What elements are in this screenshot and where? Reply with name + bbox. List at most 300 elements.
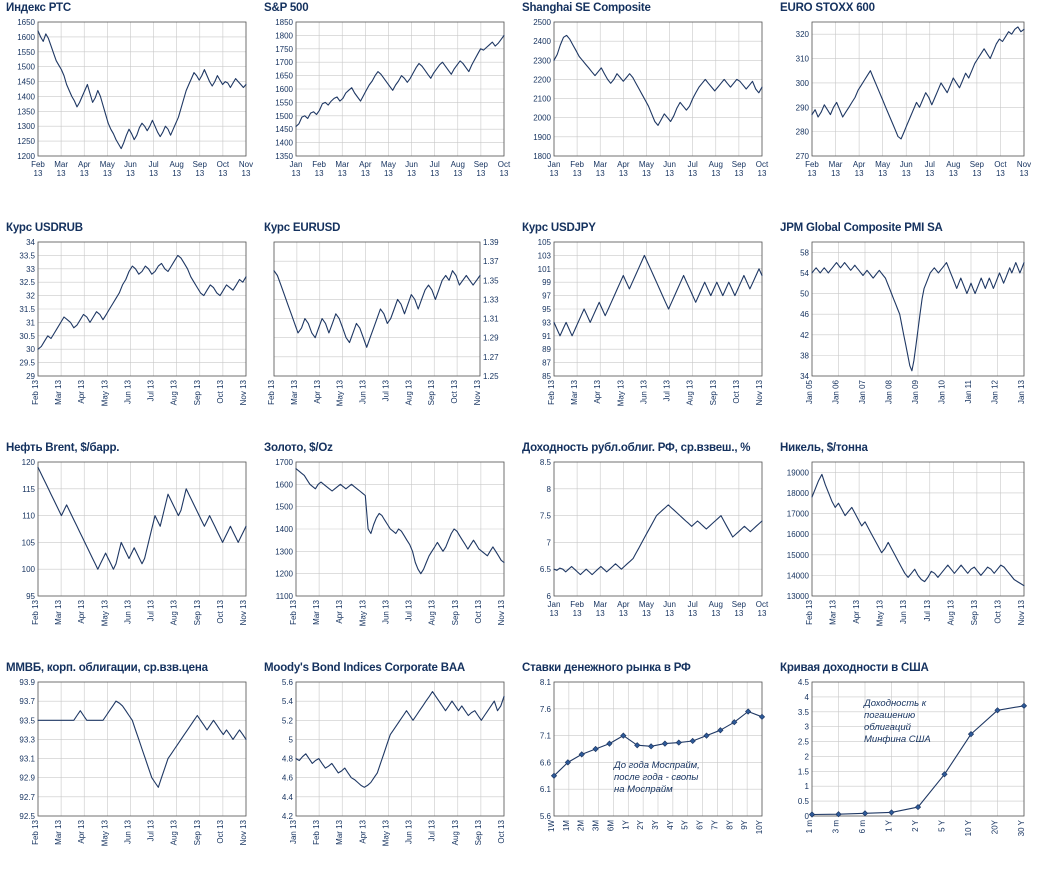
svg-text:Oct 13: Oct 13 <box>473 600 483 624</box>
svg-text:280: 280 <box>795 127 809 137</box>
svg-text:15000: 15000 <box>786 550 809 560</box>
svg-text:1.39: 1.39 <box>483 238 499 247</box>
svg-text:1300: 1300 <box>275 547 293 557</box>
svg-text:97: 97 <box>542 291 551 301</box>
svg-text:2M: 2M <box>576 820 586 832</box>
svg-text:Feb 13: Feb 13 <box>31 380 40 405</box>
svg-text:May 13: May 13 <box>100 600 110 627</box>
chart-cell-rubbonds <box>516 440 774 660</box>
svg-text:13: 13 <box>972 169 982 178</box>
svg-text:Jan 12: Jan 12 <box>990 380 1000 405</box>
chart-cell-sp500 <box>258 0 516 220</box>
svg-text:13: 13 <box>641 169 651 178</box>
svg-text:4.5: 4.5 <box>797 678 809 687</box>
svg-text:Jan 10: Jan 10 <box>937 380 947 405</box>
chart-cell-moodys <box>258 660 516 881</box>
svg-text:Mar: Mar <box>828 160 843 169</box>
chart-plot-moodys <box>262 676 512 866</box>
svg-text:Sep: Sep <box>731 160 747 169</box>
svg-text:92.5: 92.5 <box>19 812 35 821</box>
svg-text:Jan 07: Jan 07 <box>858 380 867 405</box>
svg-text:Mar 13: Mar 13 <box>312 600 322 625</box>
svg-text:Oct: Oct <box>994 160 1007 169</box>
svg-text:4.4: 4.4 <box>281 792 293 802</box>
svg-text:1W: 1W <box>547 820 556 832</box>
svg-text:3: 3 <box>804 722 809 732</box>
chart-cell-uscurve <box>774 660 1036 881</box>
svg-text:Минфина США: Минфина США <box>864 734 931 745</box>
svg-text:1550: 1550 <box>275 98 293 108</box>
svg-text:4.8: 4.8 <box>281 754 293 764</box>
svg-text:13: 13 <box>102 169 112 178</box>
svg-text:95: 95 <box>26 592 35 601</box>
svg-text:Jun: Jun <box>663 600 677 609</box>
svg-text:4: 4 <box>804 692 809 702</box>
svg-text:на Моспрайм: на Моспрайм <box>614 784 673 795</box>
svg-text:10 Y: 10 Y <box>964 820 973 837</box>
svg-text:Jul 13: Jul 13 <box>146 600 156 622</box>
svg-text:May: May <box>638 160 655 169</box>
svg-text:Apr 13: Apr 13 <box>593 380 603 404</box>
svg-text:13: 13 <box>56 169 66 178</box>
svg-text:95: 95 <box>542 305 551 314</box>
svg-text:13: 13 <box>734 609 744 618</box>
svg-text:1600: 1600 <box>275 85 293 94</box>
svg-text:1900: 1900 <box>533 132 551 142</box>
svg-text:Jul 13: Jul 13 <box>427 820 437 842</box>
svg-text:13: 13 <box>995 169 1005 178</box>
svg-text:17000: 17000 <box>786 509 809 519</box>
chart-title-micexcorp: ММВБ, корп. облигации, ср.взв.цена <box>6 662 208 674</box>
svg-text:Nov: Nov <box>238 160 254 169</box>
svg-text:Sep 13: Sep 13 <box>192 600 202 626</box>
svg-text:18000: 18000 <box>786 488 809 498</box>
svg-text:Apr: Apr <box>617 160 630 169</box>
svg-text:92.7: 92.7 <box>19 792 35 802</box>
svg-text:16000: 16000 <box>786 530 809 540</box>
svg-text:Oct 13: Oct 13 <box>497 820 506 844</box>
chart-title-eurusd: Курс EURUSD <box>264 222 341 234</box>
svg-text:13: 13 <box>33 169 43 178</box>
svg-text:Jul 13: Jul 13 <box>404 600 414 622</box>
chart-plot-usdrub <box>4 236 254 426</box>
svg-text:29.5: 29.5 <box>19 358 35 368</box>
svg-text:Mar 13: Mar 13 <box>54 380 64 405</box>
svg-text:3 m: 3 m <box>831 820 841 834</box>
svg-text:13: 13 <box>79 169 89 178</box>
svg-text:6.1: 6.1 <box>539 785 551 795</box>
chart-cell-stoxx <box>774 0 1036 220</box>
svg-text:1800: 1800 <box>275 31 293 41</box>
svg-text:Sep: Sep <box>969 160 985 169</box>
svg-text:2: 2 <box>804 752 809 762</box>
svg-text:Aug: Aug <box>708 160 723 169</box>
svg-text:7.6: 7.6 <box>539 704 551 714</box>
chart-title-moodys: Moody's Bond Indices Corporate BAA <box>264 662 466 674</box>
svg-text:91: 91 <box>542 331 551 341</box>
svg-text:Aug: Aug <box>169 160 184 169</box>
svg-text:13: 13 <box>618 169 628 178</box>
svg-text:13: 13 <box>383 169 393 178</box>
svg-text:2500: 2500 <box>533 18 551 27</box>
svg-text:Oct 13: Oct 13 <box>215 820 225 844</box>
svg-text:Aug 13: Aug 13 <box>685 380 695 406</box>
chart-title-stoxx: EURO STOXX 600 <box>780 2 875 14</box>
svg-text:Aug: Aug <box>708 600 723 609</box>
svg-text:Aug 13: Aug 13 <box>427 600 437 626</box>
svg-text:Sep: Sep <box>731 600 747 609</box>
svg-text:2400: 2400 <box>533 37 551 47</box>
svg-text:Apr 13: Apr 13 <box>852 600 862 624</box>
svg-text:13: 13 <box>360 169 370 178</box>
svg-text:Mar 13: Mar 13 <box>54 820 64 845</box>
chart-cell-usdjpy <box>516 220 774 440</box>
svg-text:Oct: Oct <box>755 160 769 169</box>
svg-text:13: 13 <box>711 169 721 178</box>
svg-text:89: 89 <box>542 345 551 355</box>
svg-text:Jan: Jan <box>547 160 561 169</box>
svg-text:320: 320 <box>795 30 809 40</box>
svg-text:13: 13 <box>499 169 509 178</box>
svg-text:Jan 08: Jan 08 <box>884 380 894 405</box>
svg-text:1.27: 1.27 <box>483 352 499 362</box>
svg-text:Oct 13: Oct 13 <box>731 380 741 404</box>
svg-text:Nov: Nov <box>1016 160 1032 169</box>
svg-text:13: 13 <box>641 609 651 618</box>
svg-text:May 13: May 13 <box>381 820 391 847</box>
svg-text:8: 8 <box>546 484 551 494</box>
svg-text:105: 105 <box>21 538 35 548</box>
svg-text:Jul 13: Jul 13 <box>922 600 932 622</box>
svg-text:Feb 13: Feb 13 <box>805 600 814 625</box>
svg-text:13: 13 <box>549 609 559 618</box>
svg-text:Apr: Apr <box>852 160 866 169</box>
svg-text:13: 13 <box>595 169 605 178</box>
chart-title-shanghai: Shanghai SE Composite <box>522 2 651 14</box>
svg-text:110: 110 <box>22 511 35 521</box>
chart-plot-rubbonds <box>520 456 770 646</box>
svg-text:13: 13 <box>595 609 605 618</box>
svg-text:Sep 13: Sep 13 <box>192 820 202 846</box>
svg-text:1850: 1850 <box>275 18 293 27</box>
svg-text:Feb 13: Feb 13 <box>267 380 276 405</box>
svg-text:54: 54 <box>800 268 809 278</box>
svg-text:Nov 13: Nov 13 <box>239 600 248 626</box>
svg-text:13: 13 <box>218 169 228 178</box>
svg-text:2100: 2100 <box>533 94 551 104</box>
chart-cell-nickel <box>774 440 1036 660</box>
svg-text:Apr: Apr <box>77 160 91 169</box>
svg-text:13: 13 <box>901 169 911 178</box>
chart-plot-sp500 <box>262 16 512 206</box>
svg-text:Jan 11: Jan 11 <box>964 380 973 404</box>
svg-text:7.1: 7.1 <box>539 731 551 741</box>
svg-text:Apr 13: Apr 13 <box>77 820 87 844</box>
svg-text:Apr: Apr <box>617 600 630 609</box>
svg-text:Feb 13: Feb 13 <box>31 820 40 845</box>
svg-text:92.9: 92.9 <box>19 773 35 783</box>
svg-text:93.3: 93.3 <box>19 735 35 745</box>
svg-text:Доходность к: Доходность к <box>864 698 927 709</box>
svg-text:May 13: May 13 <box>100 380 110 407</box>
svg-text:1400: 1400 <box>17 92 35 102</box>
svg-text:1750: 1750 <box>275 44 293 54</box>
svg-text:Mar: Mar <box>335 160 350 169</box>
svg-text:Jun 13: Jun 13 <box>123 820 133 845</box>
svg-text:13: 13 <box>572 609 582 618</box>
svg-text:0.5: 0.5 <box>797 797 809 807</box>
svg-text:Jun 13: Jun 13 <box>358 380 368 405</box>
svg-text:3M: 3M <box>591 820 601 832</box>
svg-text:Nov 13: Nov 13 <box>497 600 506 626</box>
svg-text:1350: 1350 <box>17 107 35 117</box>
chart-cell-gold <box>258 440 516 660</box>
svg-text:13000: 13000 <box>786 592 809 601</box>
chart-title-gold: Золото, $/Oz <box>264 442 333 454</box>
svg-text:Jun: Jun <box>123 160 137 169</box>
svg-text:30: 30 <box>26 345 35 355</box>
svg-text:Jun 13: Jun 13 <box>899 600 909 625</box>
svg-text:5Y: 5Y <box>680 820 690 830</box>
svg-text:Oct 13: Oct 13 <box>215 380 225 404</box>
svg-text:13: 13 <box>476 169 486 178</box>
svg-text:3Y: 3Y <box>651 820 660 830</box>
svg-text:Jun 13: Jun 13 <box>639 380 649 405</box>
svg-text:Aug 13: Aug 13 <box>450 820 460 846</box>
svg-text:Jun: Jun <box>405 160 419 169</box>
chart-plot-shanghai <box>520 16 770 206</box>
svg-text:1.29: 1.29 <box>483 333 499 343</box>
svg-text:1.31: 1.31 <box>483 314 499 324</box>
svg-text:13: 13 <box>337 169 347 178</box>
svg-text:1200: 1200 <box>275 569 293 579</box>
svg-text:1.35: 1.35 <box>483 276 499 286</box>
svg-text:1Y: 1Y <box>621 820 631 830</box>
svg-text:2 Y: 2 Y <box>911 820 920 832</box>
svg-text:Jun 13: Jun 13 <box>123 600 133 625</box>
svg-text:Jul 13: Jul 13 <box>146 380 156 402</box>
svg-text:1800: 1800 <box>533 152 551 161</box>
svg-text:Oct: Oct <box>497 160 511 169</box>
svg-text:8.5: 8.5 <box>539 458 551 467</box>
chart-cell-usdrub <box>0 220 258 440</box>
chart-plot-eurusd <box>262 236 512 426</box>
svg-text:1300: 1300 <box>17 122 35 132</box>
svg-text:Jun: Jun <box>663 160 677 169</box>
chart-cell-brent <box>0 440 258 660</box>
chart-cell-shanghai <box>516 0 774 220</box>
svg-text:13: 13 <box>688 609 698 618</box>
svg-text:Aug 13: Aug 13 <box>169 820 179 846</box>
svg-text:13: 13 <box>665 169 675 178</box>
svg-text:2.5: 2.5 <box>797 737 809 747</box>
svg-text:101: 101 <box>537 264 551 274</box>
svg-text:13: 13 <box>172 169 182 178</box>
svg-text:100: 100 <box>21 565 35 575</box>
svg-text:Jul: Jul <box>148 160 159 169</box>
svg-text:Jul: Jul <box>687 160 698 169</box>
svg-text:May: May <box>875 160 891 169</box>
svg-text:13: 13 <box>618 609 628 618</box>
svg-text:6.6: 6.6 <box>539 758 551 768</box>
svg-text:1650: 1650 <box>275 71 293 81</box>
svg-text:Oct: Oct <box>216 160 230 169</box>
svg-text:1200: 1200 <box>17 152 35 161</box>
svg-text:13: 13 <box>688 169 698 178</box>
chart-cell-rts <box>0 0 258 220</box>
svg-text:5 Y: 5 Y <box>937 820 947 832</box>
svg-text:120: 120 <box>21 458 35 467</box>
svg-text:1.25: 1.25 <box>483 372 499 381</box>
svg-text:1 Y: 1 Y <box>884 820 894 832</box>
svg-text:Apr 13: Apr 13 <box>312 380 322 404</box>
svg-text:Nov 13: Nov 13 <box>473 380 482 406</box>
svg-text:1700: 1700 <box>275 458 293 467</box>
svg-text:13: 13 <box>195 169 205 178</box>
svg-text:93.7: 93.7 <box>19 697 35 707</box>
svg-text:2200: 2200 <box>533 75 551 85</box>
svg-text:May: May <box>638 600 655 609</box>
svg-text:1100: 1100 <box>275 592 293 601</box>
svg-text:32.5: 32.5 <box>19 278 35 288</box>
svg-text:Jan 13: Jan 13 <box>289 820 298 845</box>
svg-text:Nov 13: Nov 13 <box>239 380 248 406</box>
chart-title-usdjpy: Курс USDJPY <box>522 222 596 234</box>
svg-text:1400: 1400 <box>275 525 293 534</box>
svg-text:31.5: 31.5 <box>19 305 35 314</box>
svg-text:Apr 13: Apr 13 <box>335 600 345 624</box>
svg-text:5: 5 <box>288 735 293 745</box>
chart-plot-stoxx <box>778 16 1032 206</box>
svg-text:Jun 13: Jun 13 <box>123 380 133 405</box>
svg-text:Jul 13: Jul 13 <box>381 380 391 402</box>
svg-text:Feb: Feb <box>570 600 585 609</box>
chart-plot-nickel <box>778 456 1032 646</box>
svg-text:93.1: 93.1 <box>19 754 35 764</box>
svg-text:5.6: 5.6 <box>281 678 293 687</box>
svg-text:13: 13 <box>125 169 135 178</box>
svg-text:38: 38 <box>800 351 809 361</box>
svg-text:1.5: 1.5 <box>797 767 809 777</box>
svg-text:Nov 13: Nov 13 <box>239 820 248 846</box>
chart-title-moneymarket: Ставки денежного рынка в РФ <box>522 662 691 674</box>
svg-text:13: 13 <box>854 169 864 178</box>
svg-text:85: 85 <box>542 372 551 381</box>
svg-text:5.6: 5.6 <box>539 812 551 821</box>
svg-text:6: 6 <box>546 592 551 601</box>
svg-text:30 Y: 30 Y <box>1017 820 1026 837</box>
svg-text:Nov 13: Nov 13 <box>755 380 764 406</box>
svg-text:1400: 1400 <box>275 138 293 148</box>
svg-text:Jan: Jan <box>289 160 303 169</box>
svg-text:1.33: 1.33 <box>483 295 499 305</box>
svg-text:Feb 13: Feb 13 <box>547 380 556 405</box>
svg-text:Oct 13: Oct 13 <box>215 600 225 624</box>
svg-text:Apr 13: Apr 13 <box>77 600 87 624</box>
svg-text:4.2: 4.2 <box>281 812 293 821</box>
svg-text:8Y: 8Y <box>725 820 735 830</box>
svg-text:Jan 13: Jan 13 <box>1017 380 1026 405</box>
svg-text:May 13: May 13 <box>875 600 885 627</box>
svg-text:2300: 2300 <box>533 56 551 66</box>
svg-text:13: 13 <box>831 169 841 178</box>
svg-text:До года Моспрайм,: До года Моспрайм, <box>614 760 700 771</box>
svg-text:1550: 1550 <box>17 47 35 57</box>
chart-plot-micexcorp <box>4 676 254 866</box>
svg-text:May 13: May 13 <box>100 820 110 847</box>
svg-text:19000: 19000 <box>786 468 809 478</box>
svg-text:105: 105 <box>537 238 551 247</box>
svg-text:Feb 13: Feb 13 <box>31 600 40 625</box>
svg-text:93: 93 <box>542 318 551 328</box>
svg-text:103: 103 <box>537 251 551 261</box>
chart-plot-rts <box>4 16 254 206</box>
svg-text:13: 13 <box>241 169 251 178</box>
svg-text:6Y: 6Y <box>695 820 705 830</box>
svg-text:Apr 13: Apr 13 <box>77 380 87 404</box>
svg-text:Oct: Oct <box>755 600 769 609</box>
svg-text:1 m: 1 m <box>805 820 814 834</box>
svg-text:93.5: 93.5 <box>19 716 35 726</box>
svg-text:May: May <box>380 160 397 169</box>
svg-text:Feb: Feb <box>570 160 585 169</box>
svg-text:Mar 13: Mar 13 <box>828 600 838 625</box>
svg-text:13: 13 <box>925 169 935 178</box>
svg-text:Jun 13: Jun 13 <box>404 820 414 845</box>
svg-text:13: 13 <box>291 169 301 178</box>
svg-text:Mar: Mar <box>593 160 608 169</box>
chart-title-rubbonds: Доходность рубл.облиг. РФ, ср.взвеш., % <box>522 442 751 454</box>
svg-text:Jan 09: Jan 09 <box>911 380 920 405</box>
chart-plot-usdjpy <box>520 236 770 426</box>
svg-text:Sep 13: Sep 13 <box>192 380 202 406</box>
svg-text:1M: 1M <box>561 820 571 832</box>
svg-text:Oct 13: Oct 13 <box>450 380 460 404</box>
svg-text:6M: 6M <box>606 820 616 832</box>
svg-text:8.1: 8.1 <box>539 678 551 687</box>
svg-text:Feb: Feb <box>805 160 819 169</box>
svg-text:31: 31 <box>26 318 35 328</box>
svg-text:May 13: May 13 <box>616 380 626 407</box>
svg-text:33.5: 33.5 <box>19 251 35 261</box>
svg-text:Mar 13: Mar 13 <box>570 380 580 405</box>
svg-text:1350: 1350 <box>275 152 293 161</box>
svg-text:13: 13 <box>878 169 888 178</box>
svg-text:13: 13 <box>407 169 417 178</box>
svg-text:Jul 13: Jul 13 <box>146 820 156 842</box>
svg-text:Sep 13: Sep 13 <box>450 600 460 626</box>
chart-cell-pmi <box>774 220 1036 440</box>
svg-text:Aug 13: Aug 13 <box>404 380 414 406</box>
svg-text:5.4: 5.4 <box>281 697 293 707</box>
svg-text:Sep 13: Sep 13 <box>427 380 437 406</box>
svg-text:0: 0 <box>804 812 809 821</box>
chart-title-usdrub: Курс USDRUB <box>6 222 83 234</box>
svg-text:310: 310 <box>795 54 809 64</box>
svg-text:10Y: 10Y <box>755 820 764 835</box>
svg-text:Aug 13: Aug 13 <box>169 600 179 626</box>
chart-title-pmi: JPM Global Composite PMI SA <box>780 222 943 234</box>
svg-text:1700: 1700 <box>275 58 293 68</box>
svg-text:Jan 05: Jan 05 <box>805 380 814 405</box>
chart-cell-eurusd <box>258 220 516 440</box>
chart-title-sp500: S&P 500 <box>264 2 309 14</box>
svg-text:5.2: 5.2 <box>281 716 293 726</box>
svg-text:46: 46 <box>800 310 809 320</box>
svg-text:87: 87 <box>542 358 551 368</box>
svg-text:Jul: Jul <box>429 160 440 169</box>
chart-cell-moneymarket <box>516 660 774 881</box>
